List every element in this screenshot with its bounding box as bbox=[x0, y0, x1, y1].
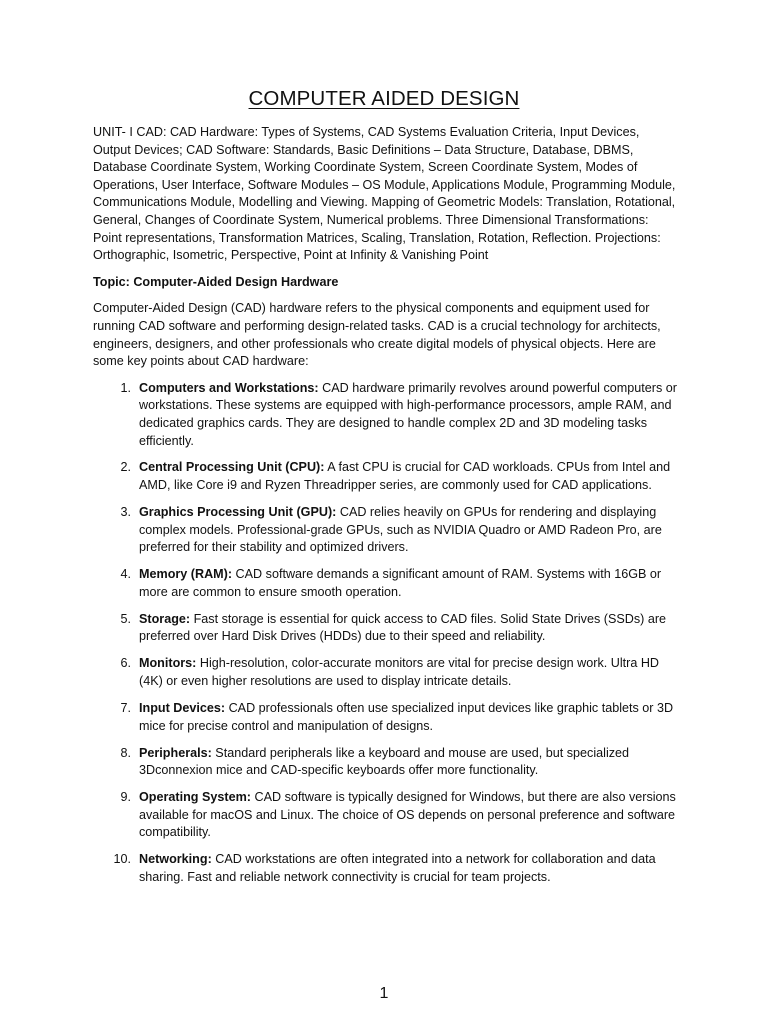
topic-heading: Topic: Computer-Aided Design Hardware bbox=[93, 274, 339, 289]
list-item-number: 5. bbox=[120, 611, 131, 626]
list-item-heading: Operating System: bbox=[139, 790, 251, 805]
list-item-number: 8. bbox=[120, 745, 131, 760]
list-item-text: CAD software demands a significant amount of RAM. Systems with 16GB or more are common to ensure smooth operation. bbox=[139, 567, 662, 599]
list-item-heading: Computers and Workstations: bbox=[139, 380, 319, 395]
list-item-number: 6. bbox=[120, 656, 131, 671]
intro-paragraph: Computer-Aided Design (CAD) hardware refers to the physical components and equipment used for running CAD software and performing design-related tasks. CAD is a crucial technology for architects, engineers, designers, and other professionals who create digital models of physical objects. Here are some key points about CAD hardware: bbox=[93, 301, 661, 369]
list-item-heading: Storage: bbox=[139, 611, 191, 626]
page-title: COMPUTER AIDED DESIGN bbox=[248, 87, 520, 110]
list-item-heading: Graphics Processing Unit (GPU): bbox=[139, 505, 337, 520]
hardware-points-list bbox=[93, 380, 679, 887]
list-item bbox=[93, 611, 679, 646]
syllabus-paragraph: UNIT- I CAD: CAD Hardware: Types of Systems, CAD Systems Evaluation Criteria, Input Devices, Output Devices; CAD Software: Standards, Basic Definitions – Data Structure, Database, DBMS, Database Coordinate System, Working Coordinate System, Screen Coordinate System, Modes of Operations, User Interface, Software Modules – OS Module, Applications Module, Programming Module, Communications Module, Modelling and Viewing. Mapping of Geometric Models: Translation, Rotational, General, Changes of Coordinate System, Numerical problems. Three Dimensional Transformations: Point representations, Transformation Matrices, Scaling, Translation, Rotation, Reflection. Projections: Orthographic, Isometric, Perspective, Point at Infinity & Vanishing Point bbox=[93, 125, 676, 263]
list-item-text: CAD relies heavily on GPUs for rendering and displaying complex models. Professional-grade GPUs, such as NVIDIA Quadro or AMD Radeon Pro, are preferred for their stability and optimized drivers. bbox=[139, 505, 662, 555]
list-item bbox=[93, 504, 679, 557]
list-item-heading: Peripherals: bbox=[139, 745, 212, 760]
list-item-number: 3. bbox=[120, 505, 131, 520]
list-item bbox=[93, 700, 679, 735]
list-item-text: CAD professionals often use specialized input devices like graphic tablets or 3D mice for precise control and manipulation of designs. bbox=[139, 700, 674, 733]
list-item-text: High-resolution, color-accurate monitors are vital for precise design work. Ultra HD (4K) or even higher resolutions are used to display intricate details. bbox=[139, 656, 660, 688]
list-item bbox=[93, 655, 679, 690]
list-item-text: CAD software is typically designed for Windows, but there are also versions available for macOS and Linux. The choice of OS depends on personal preference and software compatibility. bbox=[139, 790, 676, 840]
list-item-number: 1. bbox=[120, 380, 131, 395]
list-item-number: 2. bbox=[120, 460, 131, 475]
list-item bbox=[93, 789, 679, 842]
list-item-heading: Input Devices: bbox=[139, 700, 226, 715]
list-item-number: 7. bbox=[120, 700, 131, 715]
list-item bbox=[93, 566, 679, 601]
list-item bbox=[93, 459, 679, 494]
list-item-number: 10. bbox=[113, 852, 131, 867]
page-number: 1 bbox=[379, 985, 389, 1002]
list-item-number: 4. bbox=[120, 567, 131, 582]
document-body bbox=[93, 124, 679, 896]
list-item-heading: Central Processing Unit (CPU): bbox=[139, 460, 325, 475]
list-item-text: CAD hardware primarily revolves around powerful computers or workstations. These systems are equipped with high-performance processors, ample RAM, and dedicated graphics cards. They are designed to handle complex 2D and 3D modeling tasks efficiently. bbox=[139, 380, 677, 448]
list-item-heading: Memory (RAM): bbox=[139, 567, 233, 582]
list-item bbox=[93, 851, 679, 886]
list-item-number: 9. bbox=[120, 790, 131, 805]
list-item bbox=[93, 745, 679, 780]
list-item bbox=[93, 380, 679, 450]
list-item-heading: Monitors: bbox=[139, 656, 197, 671]
list-item-text: A fast CPU is crucial for CAD workloads. CPUs from Intel and AMD, like Core i9 and Ryzen Threadripper series, are commonly used for CAD applications. bbox=[139, 460, 671, 493]
list-item-text: Standard peripherals like a keyboard and mouse are used, but specialized 3Dconnexion mice and CAD-specific keyboards offer more functionality. bbox=[139, 745, 630, 778]
list-item-heading: Networking: bbox=[139, 852, 212, 867]
list-item-text: Fast storage is essential for quick access to CAD files. Solid State Drives (SSDs) are preferred over Hard Disk Drives (HDDs) due to their speed and reliability. bbox=[139, 611, 667, 644]
list-item-text: CAD workstations are often integrated into a network for collaboration and data sharing. Fast and reliable network connectivity is crucial for team projects. bbox=[139, 852, 656, 884]
